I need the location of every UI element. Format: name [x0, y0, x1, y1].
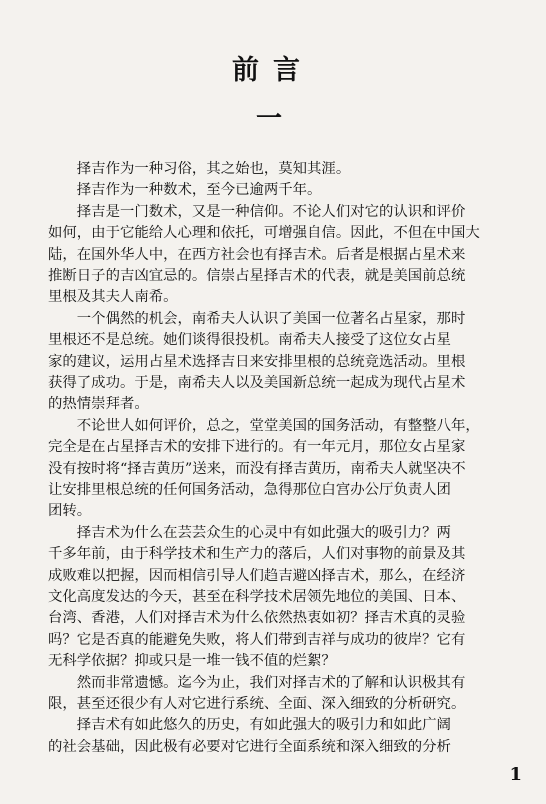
text-line: 择吉术为什么在芸芸众生的心灵中有如此强大的吸引力？两 [48, 524, 451, 541]
text-line: 择吉是一门数术，又是一种信仰。不论人们对它的认识和评价 [48, 203, 466, 220]
text-line: 成败难以把握，因而相信引导人们趋吉避凶择吉术，那么，在经济 [48, 567, 466, 584]
text-line: 推断日子的吉凶宜忌的。信崇占星择吉术的代表，就是美国前总统 [48, 268, 466, 284]
text-line: 择吉术有如此悠久的历史，有如此强大的吸引力和如此广阔 [48, 717, 451, 734]
text-line: 完全是在占星择吉术的安排下进行的。有一年元月，那位女占星家 [48, 439, 466, 456]
text-line: 如何，由于它能给人心理和依托，可增强自信。因此，不但在中国大 [48, 225, 480, 242]
section-number: 一 [255, 104, 290, 134]
text-line: 家的建议，运用占星术选择吉日来安排里根的总统竞选活动。里根 [48, 353, 466, 370]
text-line: 一个偶然的机会，南希夫人认识了美国一位著名占星家，那时 [48, 310, 466, 327]
text-line: 文化高度发达的今天，甚至在科学技术居领先地位的美国、日本、 [48, 589, 466, 605]
text-line: 千多年前，由于科学技术和生产力的落后，人们对事物的前景及其 [48, 546, 466, 563]
text-line: 的热情崇拜者。 [48, 396, 149, 413]
text-line: 陆，在国外华人中，在西方社会也有择吉术。后者是根据占星术来 [48, 246, 466, 263]
text-line: 没有按时将“择吉黄历”送来，而没有择吉黄历，南希夫人就坚决不 [48, 460, 466, 477]
text-line: 不论世人如何评价，总之，堂堂美国的国务活动，有整整八年， [48, 417, 480, 434]
text-line: 的社会基础，因此极有必要对它进行全面系统和深入细致的分析 [48, 738, 451, 755]
text-line: 里根及其夫人南希。 [48, 289, 178, 306]
text-line: 限，甚至还很少有人对它进行系统、全面、深入细致的分析研究。 [48, 696, 466, 712]
text-line: 台湾、香港，人们对择吉术为什么依然热衷如初？择吉术真的灵验 [48, 610, 466, 627]
text-line: 吗？它是否真的能避免失败，将人们带到吉祥与成功的彼岸？它有 [48, 631, 466, 648]
text-line: 然而非常遗憾。迄今为止，我们对择吉术的了解和认识极其有 [48, 674, 466, 691]
text-line: 无科学依据？抑或只是一堆一钱不值的烂絮？ [48, 653, 336, 670]
text-line: 择吉作为一种习俗，其之始也，莫知其涯。 [48, 161, 351, 177]
text-line: 团转。 [48, 503, 92, 520]
text-line: 里根还不是总统。她们谈得很投机。南希夫人接受了这位女占星 [48, 332, 451, 349]
text-line: 让安排里根总统的任何国务活动，急得那位白宫办公厅负责人团 [48, 482, 451, 498]
page-title: 前言 [232, 55, 314, 86]
text-line: 获得了成功。于是，南希夫人以及美国新总统一起成为现代占星术 [48, 375, 466, 391]
text-line: 择吉作为一种数术，至今已逾两千年。 [48, 182, 322, 199]
page-number: 1 [509, 764, 522, 785]
